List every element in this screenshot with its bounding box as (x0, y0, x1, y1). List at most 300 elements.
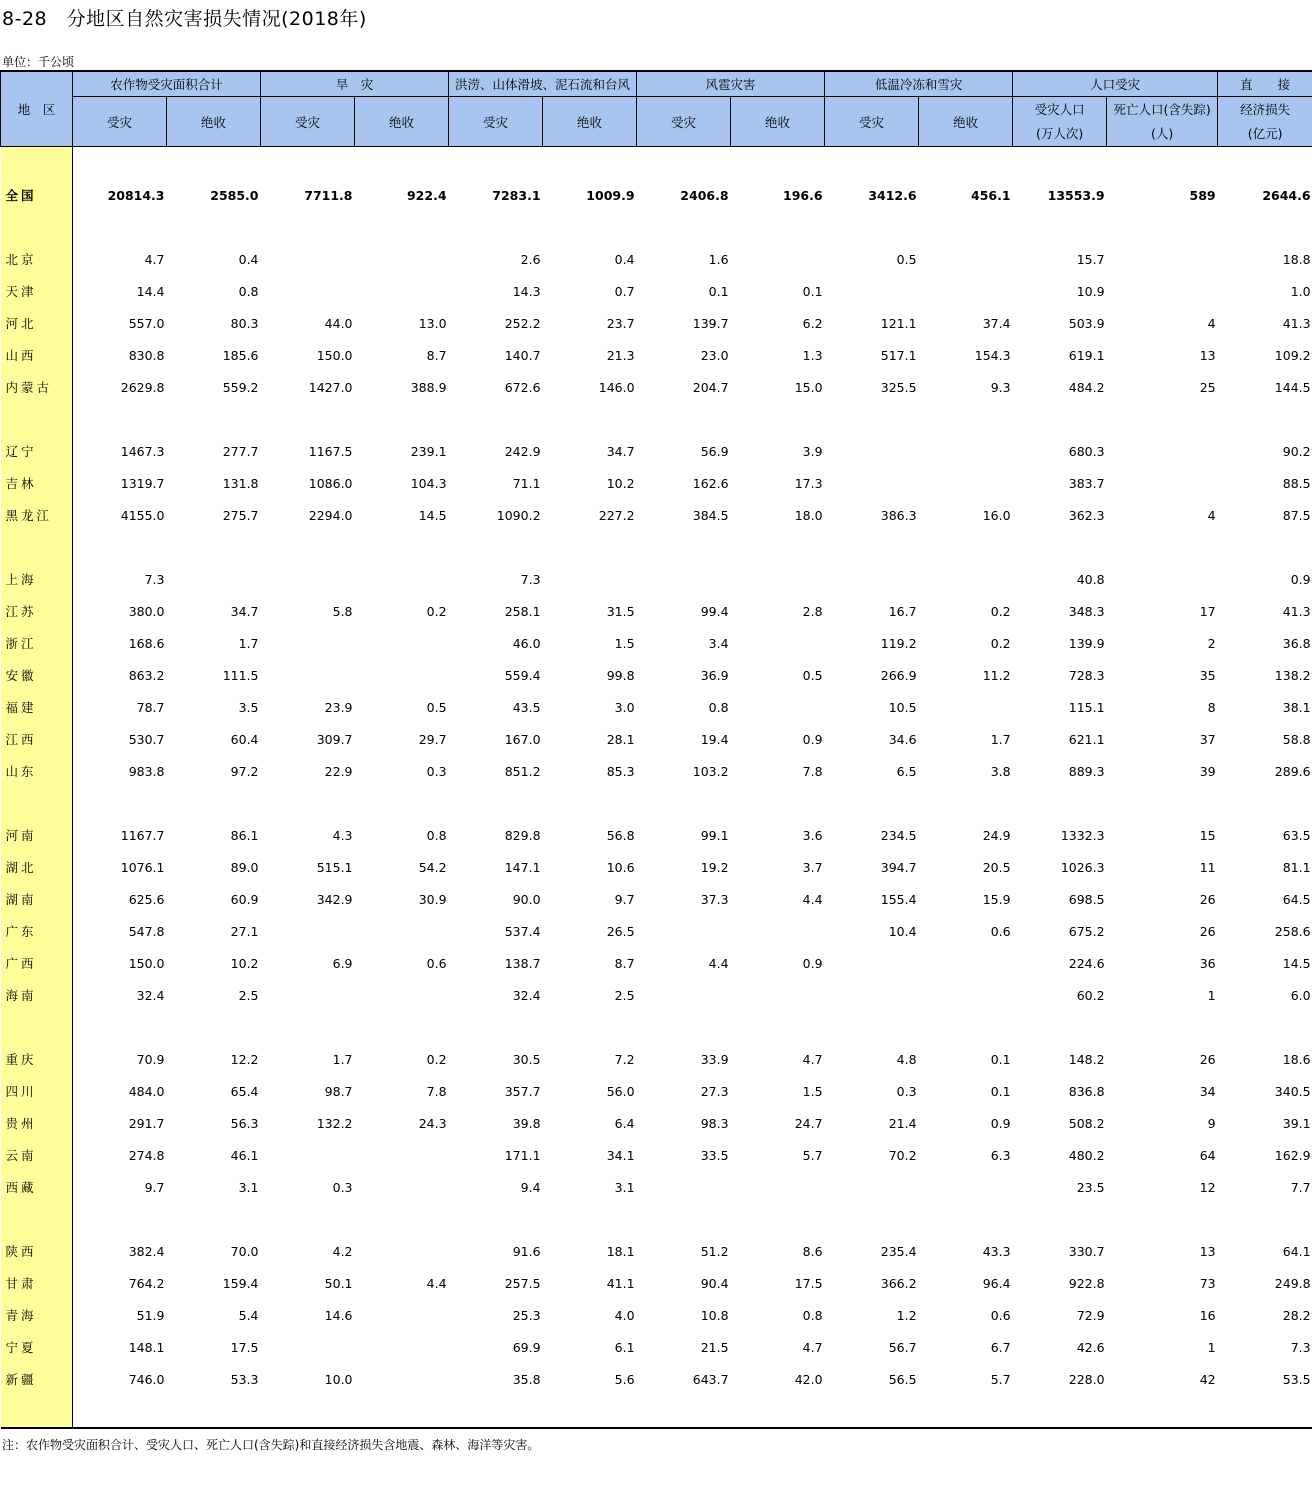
region-name: 江西 (1, 723, 73, 755)
region-name: 内蒙古 (1, 371, 73, 403)
value-cell: 863.2 (128, 667, 165, 683)
value-cell: 0.5 (426, 699, 447, 715)
value-cell: 2294.0 (308, 507, 353, 523)
value-cell: 6.2 (802, 315, 823, 331)
value-cell: 0.6 (990, 923, 1011, 939)
value-cell: 7.8 (426, 1083, 447, 1099)
value-cell (731, 915, 825, 947)
value-cell: 50.1 (324, 1275, 353, 1291)
spacer-cell (73, 403, 1312, 435)
value-cell: 43.3 (982, 1243, 1011, 1259)
value-cell: 239.1 (410, 443, 447, 459)
value-cell (261, 275, 355, 307)
value-cell: 196.6 (783, 187, 823, 203)
value-cell (355, 1299, 449, 1331)
value-cell: 30.9 (418, 891, 447, 907)
value-cell: 147.1 (504, 859, 541, 875)
value-cell: 24.7 (794, 1115, 823, 1131)
value-cell: 4.2 (332, 1243, 353, 1259)
value-cell: 698.5 (1068, 891, 1105, 907)
header-affected-pop-line1: 受灾人口 (1034, 101, 1085, 117)
header-flood: 洪涝、山体滑坡、泥石流和台风 (449, 71, 637, 97)
value-cell: 829.8 (504, 827, 541, 843)
header-cold-affected: 受灾 (825, 97, 919, 147)
region-name: 辽宁 (1, 435, 73, 467)
disaster-loss-table (0, 70, 1312, 1429)
value-cell: 1.5 (614, 635, 635, 651)
value-cell: 139.9 (1068, 635, 1105, 651)
table-row (1, 691, 1312, 723)
value-cell: 11.2 (982, 667, 1011, 683)
value-cell: 619.1 (1068, 347, 1105, 363)
value-cell (261, 627, 355, 659)
value-cell: 0.8 (708, 699, 729, 715)
value-cell: 252.2 (504, 315, 541, 331)
value-cell: 6.3 (990, 1147, 1011, 1163)
value-cell (731, 243, 825, 275)
value-cell: 922.4 (406, 187, 447, 203)
value-cell: 0.5 (802, 667, 823, 683)
value-cell: 115.1 (1068, 699, 1105, 715)
value-cell (167, 563, 261, 595)
value-cell: 4.0 (614, 1307, 635, 1323)
value-cell: 39.8 (512, 1115, 541, 1131)
value-cell (825, 1171, 919, 1203)
value-cell: 121.1 (880, 315, 917, 331)
value-cell: 366.2 (880, 1275, 917, 1291)
value-cell: 1086.0 (308, 475, 353, 491)
value-cell: 456.1 (971, 187, 1011, 203)
value-cell: 1319.7 (120, 475, 165, 491)
region-name: 安徽 (1, 659, 73, 691)
spacer-row (1, 787, 1312, 819)
value-cell: 1026.3 (1060, 859, 1105, 875)
table-row (1, 947, 1312, 979)
value-cell: 559.2 (222, 379, 259, 395)
value-cell: 675.2 (1068, 923, 1105, 939)
value-cell: 35.8 (512, 1371, 541, 1387)
value-cell: 46.0 (512, 635, 541, 651)
table-row (1, 499, 1312, 531)
value-cell: 8 (1207, 699, 1216, 715)
value-cell: 257.5 (504, 1275, 541, 1291)
value-cell: 41.3 (1282, 603, 1311, 619)
value-cell: 80.3 (230, 315, 259, 331)
value-cell: 234.5 (880, 827, 917, 843)
value-cell: 185.6 (222, 347, 259, 363)
value-cell: 131.8 (222, 475, 259, 491)
value-cell: 23.0 (700, 347, 729, 363)
value-cell: 42.0 (794, 1371, 823, 1387)
value-cell: 672.6 (504, 379, 541, 395)
header-cold-snow: 低温冷冻和雪灾 (825, 71, 1013, 97)
table-row-national (1, 179, 1312, 211)
value-cell (355, 627, 449, 659)
region-name: 湖南 (1, 883, 73, 915)
value-cell: 4 (1207, 315, 1216, 331)
value-cell: 1.7 (238, 635, 259, 651)
value-cell: 24.3 (418, 1115, 447, 1131)
value-cell: 22.9 (324, 763, 353, 779)
value-cell: 139.7 (692, 315, 729, 331)
value-cell (1107, 275, 1218, 307)
value-cell: 0.4 (614, 251, 635, 267)
value-cell (637, 979, 731, 1011)
value-cell (919, 275, 1013, 307)
value-cell (1107, 467, 1218, 499)
table-row (1, 723, 1312, 755)
region-name: 天津 (1, 275, 73, 307)
region-name: 甘肃 (1, 1267, 73, 1299)
value-cell: 3.4 (708, 635, 729, 651)
value-cell: 889.3 (1068, 763, 1105, 779)
value-cell: 41.3 (1282, 315, 1311, 331)
value-cell: 140.7 (504, 347, 541, 363)
value-cell: 53.3 (230, 1371, 259, 1387)
value-cell: 162.9 (1274, 1147, 1311, 1163)
value-cell: 330.7 (1068, 1243, 1105, 1259)
value-cell: 54.2 (418, 859, 447, 875)
value-cell: 6.9 (332, 955, 353, 971)
value-cell: 43.5 (512, 699, 541, 715)
value-cell: 18.1 (606, 1243, 635, 1259)
value-cell: 547.8 (128, 923, 165, 939)
header-direct-loss-top: 直 接 (1218, 71, 1312, 97)
value-cell (1107, 243, 1218, 275)
value-cell: 7.8 (802, 763, 823, 779)
value-cell: 4.7 (144, 251, 165, 267)
value-cell: 728.3 (1068, 667, 1105, 683)
value-cell: 34.7 (230, 603, 259, 619)
value-cell: 51.2 (700, 1243, 729, 1259)
region-name: 山西 (1, 339, 73, 371)
region-name: 浙江 (1, 627, 73, 659)
value-cell: 10.4 (888, 923, 917, 939)
value-cell (1107, 563, 1218, 595)
value-cell (355, 243, 449, 275)
region-name: 重庆 (1, 1043, 73, 1075)
value-cell: 99.8 (606, 667, 635, 683)
table-row (1, 755, 1312, 787)
value-cell: 27.1 (230, 923, 259, 939)
table-row (1, 243, 1312, 275)
value-cell: 764.2 (128, 1275, 165, 1291)
table-body (1, 147, 1312, 1429)
value-cell: 90.2 (1282, 443, 1311, 459)
header-wind-affected: 受灾 (637, 97, 731, 147)
table-row (1, 1299, 1312, 1331)
value-cell (731, 627, 825, 659)
value-cell: 23.5 (1076, 1179, 1105, 1195)
table-row (1, 339, 1312, 371)
value-cell: 34.7 (606, 443, 635, 459)
region-cell (1, 1011, 73, 1043)
value-cell: 159.4 (222, 1275, 259, 1291)
value-cell: 98.3 (700, 1115, 729, 1131)
value-cell: 6.0 (1290, 987, 1311, 1003)
unit-label: 单位：千公顷 (2, 55, 75, 69)
value-cell: 384.5 (692, 507, 729, 523)
value-cell: 15.9 (982, 891, 1011, 907)
value-cell: 96.4 (982, 1275, 1011, 1291)
value-cell: 0.3 (332, 1179, 353, 1195)
value-cell: 40.8 (1076, 571, 1105, 587)
value-cell: 1467.3 (120, 443, 165, 459)
value-cell: 5.4 (238, 1307, 259, 1323)
value-cell: 13.0 (418, 315, 447, 331)
value-cell: 348.3 (1068, 603, 1105, 619)
value-cell: 103.2 (692, 763, 729, 779)
value-cell: 14.5 (418, 507, 447, 523)
spacer-row (1, 211, 1312, 243)
value-cell: 0.1 (990, 1051, 1011, 1067)
value-cell: 224.6 (1068, 955, 1105, 971)
value-cell: 480.2 (1068, 1147, 1105, 1163)
value-cell: 42.6 (1076, 1339, 1105, 1355)
value-cell: 362.3 (1068, 507, 1105, 523)
value-cell: 64.1 (1282, 1243, 1311, 1259)
value-cell: 7.3 (520, 571, 541, 587)
value-cell: 6.4 (614, 1115, 635, 1131)
value-cell: 289.6 (1274, 763, 1311, 779)
value-cell: 37.4 (982, 315, 1011, 331)
region-cell (1, 787, 73, 819)
spacer-row (1, 1395, 1312, 1428)
value-cell: 274.8 (128, 1147, 165, 1163)
value-cell: 0.6 (426, 955, 447, 971)
page-title: 8-28 分地区自然灾害损失情况(2018年) (2, 8, 367, 30)
value-cell: 39 (1199, 763, 1216, 779)
value-cell: 517.1 (880, 347, 917, 363)
data-table-container (0, 70, 1312, 1429)
table-row (1, 883, 1312, 915)
region-name: 海南 (1, 979, 73, 1011)
value-cell (919, 1171, 1013, 1203)
value-cell (355, 1363, 449, 1395)
value-cell (731, 1171, 825, 1203)
value-cell: 680.3 (1068, 443, 1105, 459)
value-cell: 1 (1207, 987, 1216, 1003)
region-name: 贵州 (1, 1107, 73, 1139)
region-name: 陕西 (1, 1235, 73, 1267)
value-cell (919, 243, 1013, 275)
table-row (1, 979, 1312, 1011)
table-row (1, 851, 1312, 883)
header-region: 地 区 (1, 71, 73, 147)
header-population: 人口受灾 (1013, 71, 1218, 97)
header-crop-total: 农作物受灾面积合计 (73, 71, 261, 97)
value-cell: 33.5 (700, 1147, 729, 1163)
value-cell (919, 467, 1013, 499)
value-cell: 7.2 (614, 1051, 635, 1067)
value-cell: 0.1 (802, 283, 823, 299)
value-cell: 484.0 (128, 1083, 165, 1099)
value-cell: 4.4 (426, 1275, 447, 1291)
value-cell: 3.9 (802, 443, 823, 459)
value-cell: 99.1 (700, 827, 729, 843)
value-cell: 0.8 (802, 1307, 823, 1323)
table-row (1, 1267, 1312, 1299)
region-name: 青海 (1, 1299, 73, 1331)
value-cell: 0.9 (802, 731, 823, 747)
value-cell: 4.7 (802, 1339, 823, 1355)
value-cell: 291.7 (128, 1115, 165, 1131)
region-name: 河北 (1, 307, 73, 339)
header-crop-affected: 受灾 (73, 97, 167, 147)
value-cell: 4 (1207, 507, 1216, 523)
value-cell: 530.7 (128, 731, 165, 747)
value-cell: 8.7 (426, 347, 447, 363)
value-cell: 7283.1 (492, 187, 541, 203)
value-cell: 10.0 (324, 1371, 353, 1387)
value-cell: 162.6 (692, 475, 729, 491)
value-cell: 258.1 (504, 603, 541, 619)
value-cell: 746.0 (128, 1371, 165, 1387)
header-drought: 旱 灾 (261, 71, 449, 97)
value-cell: 87.5 (1282, 507, 1311, 523)
table-header (1, 71, 1312, 147)
value-cell: 53.5 (1282, 1371, 1311, 1387)
value-cell: 14.6 (324, 1307, 353, 1323)
value-cell: 32.4 (512, 987, 541, 1003)
value-cell (637, 915, 731, 947)
value-cell (261, 1331, 355, 1363)
region-name: 江苏 (1, 595, 73, 627)
value-cell: 167.0 (504, 731, 541, 747)
value-cell (825, 947, 919, 979)
value-cell: 830.8 (128, 347, 165, 363)
value-cell: 0.1 (990, 1083, 1011, 1099)
header-drought-affected: 受灾 (261, 97, 355, 147)
value-cell (355, 1331, 449, 1363)
table-row (1, 1235, 1312, 1267)
value-cell: 104.3 (410, 475, 447, 491)
value-cell: 56.5 (888, 1371, 917, 1387)
value-cell: 9.3 (990, 379, 1011, 395)
value-cell: 235.4 (880, 1243, 917, 1259)
value-cell: 150.0 (128, 955, 165, 971)
value-cell: 16.7 (888, 603, 917, 619)
value-cell: 2.5 (238, 987, 259, 1003)
spacer-row (1, 1011, 1312, 1043)
value-cell: 3.7 (802, 859, 823, 875)
header-drought-lost: 绝收 (355, 97, 449, 147)
value-cell: 983.8 (128, 763, 165, 779)
value-cell: 26 (1199, 891, 1216, 907)
value-cell: 34.6 (888, 731, 917, 747)
value-cell: 2.6 (520, 251, 541, 267)
value-cell: 150.0 (316, 347, 353, 363)
value-cell (261, 1139, 355, 1171)
value-cell: 10.6 (606, 859, 635, 875)
value-cell (261, 979, 355, 1011)
region-name: 湖北 (1, 851, 73, 883)
value-cell: 37.3 (700, 891, 729, 907)
value-cell: 0.2 (990, 603, 1011, 619)
value-cell: 10.9 (1076, 283, 1105, 299)
value-cell: 11 (1199, 859, 1216, 875)
value-cell: 851.2 (504, 763, 541, 779)
value-cell: 13553.9 (1047, 187, 1105, 203)
value-cell: 1009.9 (586, 187, 635, 203)
value-cell: 15.0 (794, 379, 823, 395)
value-cell: 342.9 (316, 891, 353, 907)
value-cell: 111.5 (222, 667, 259, 683)
value-cell: 28.1 (606, 731, 635, 747)
value-cell: 65.4 (230, 1083, 259, 1099)
value-cell: 99.4 (700, 603, 729, 619)
value-cell: 621.1 (1068, 731, 1105, 747)
value-cell: 39.1 (1282, 1115, 1311, 1131)
value-cell: 138.7 (504, 955, 541, 971)
value-cell: 5.6 (614, 1371, 635, 1387)
header-cold-lost: 绝收 (919, 97, 1013, 147)
value-cell: 6.7 (990, 1339, 1011, 1355)
value-cell: 7.3 (1290, 1339, 1311, 1355)
table-row (1, 371, 1312, 403)
value-cell: 340.5 (1274, 1083, 1311, 1099)
value-cell: 394.7 (880, 859, 917, 875)
value-cell: 0.6 (990, 1307, 1011, 1323)
value-cell: 1090.2 (496, 507, 541, 523)
value-cell: 559.4 (504, 667, 541, 683)
value-cell: 386.3 (880, 507, 917, 523)
value-cell: 15.7 (1076, 251, 1105, 267)
value-cell: 10.8 (700, 1307, 729, 1323)
value-cell: 4.4 (708, 955, 729, 971)
value-cell: 4.4 (802, 891, 823, 907)
value-cell: 70.9 (136, 1051, 165, 1067)
value-cell: 21.5 (700, 1339, 729, 1355)
spacer-cell (73, 211, 1312, 243)
table-row (1, 1139, 1312, 1171)
value-cell: 89.0 (230, 859, 259, 875)
region-cell (1, 531, 73, 563)
value-cell: 3.1 (238, 1179, 259, 1195)
footnote: 注：农作物受灾面积合计、受灾人口、死亡人口(含失踪)和直接经济损失含地震、森林、海洋等灾害。 (2, 1438, 540, 1452)
value-cell: 20814.3 (107, 187, 165, 203)
value-cell (355, 915, 449, 947)
value-cell: 589 (1189, 187, 1216, 203)
table-row (1, 275, 1312, 307)
value-cell: 9 (1207, 1115, 1216, 1131)
spacer-cell (73, 1395, 1312, 1428)
header-wind-hail: 风雹灾害 (637, 71, 825, 97)
spacer-row (1, 531, 1312, 563)
value-cell: 325.5 (880, 379, 917, 395)
region-name: 西藏 (1, 1171, 73, 1203)
region-name: 福建 (1, 691, 73, 723)
value-cell: 14.4 (136, 283, 165, 299)
value-cell: 148.2 (1068, 1051, 1105, 1067)
value-cell: 155.4 (880, 891, 917, 907)
value-cell: 1167.5 (308, 443, 353, 459)
header-direct-loss-line2: 经济损失 (1240, 101, 1291, 117)
value-cell: 3412.6 (868, 187, 917, 203)
value-cell: 63.5 (1282, 827, 1311, 843)
value-cell: 81.1 (1282, 859, 1311, 875)
value-cell: 12.2 (230, 1051, 259, 1067)
value-cell: 25.3 (512, 1307, 541, 1323)
value-cell: 1.5 (802, 1083, 823, 1099)
header-deaths (1107, 97, 1218, 147)
value-cell: 30.5 (512, 1051, 541, 1067)
value-cell: 58.8 (1282, 731, 1311, 747)
value-cell (543, 563, 637, 595)
value-cell: 41.1 (606, 1275, 635, 1291)
value-cell: 17.5 (230, 1339, 259, 1355)
value-cell: 0.8 (426, 827, 447, 843)
